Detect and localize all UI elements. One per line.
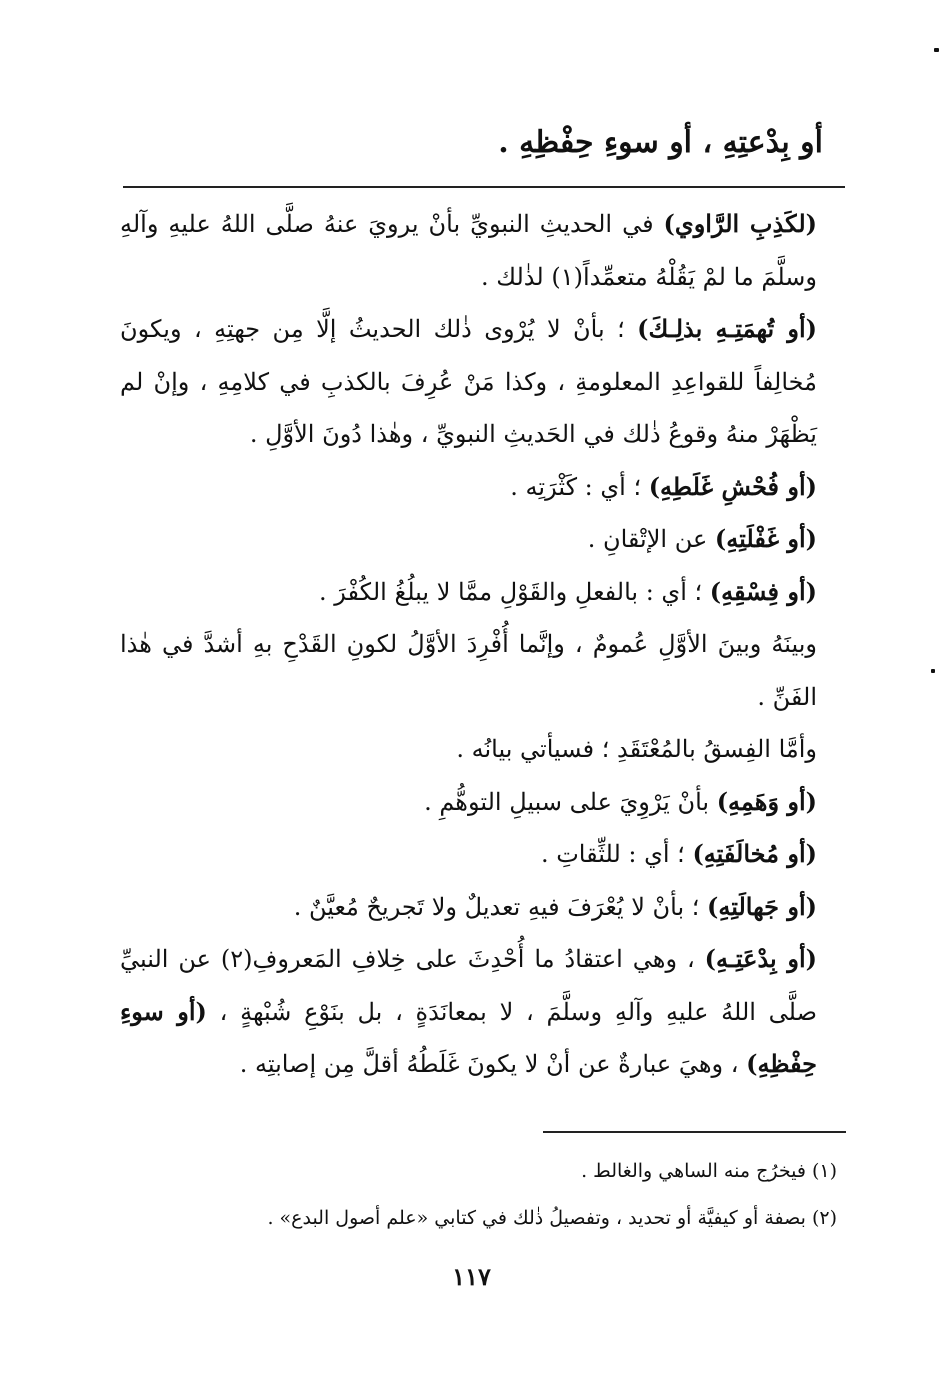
matn-term: (أو فِسْقِهِ): [709, 576, 817, 606]
matn-term: (أو سوءِ حِفْظِهِ): [120, 996, 817, 1078]
footnotes: [120, 1148, 837, 1242]
commentary-text: ؛ أي : للثِّقاتِ .: [540, 840, 693, 868]
header-rule: [123, 186, 845, 188]
paragraph: [120, 513, 847, 566]
paragraph: [120, 776, 847, 829]
scan-speck: [934, 48, 939, 52]
paragraph: [120, 933, 847, 1091]
matn-term: (أو بِدْعَتِـهِ): [704, 944, 818, 973]
paragraph: [120, 723, 847, 776]
footnote: (١) فيخرُج منه الساهي والغالط .: [581, 1160, 837, 1182]
paragraph: [120, 828, 847, 881]
paragraph: [120, 198, 847, 303]
matn-term: (أو فُحْشِ غَلَطِهِ): [648, 471, 817, 501]
matn-term: (أو تُهمَتِـهِ بذلِـكَ): [637, 314, 817, 343]
commentary-text: وأمَّا الفِسقُ بالمُعْتَقَدِ ؛ فسيأتي بيانُه .: [456, 735, 817, 763]
matn-term: (لكَذِبِ الرَّاوي): [663, 209, 817, 238]
running-heading: أو بِدْعتِهِ ، أو سوءِ حِفْظِهِ .: [498, 125, 823, 160]
commentary-text: ؛ أي : كَثْرَتِه .: [510, 472, 649, 501]
commentary-text: بأنْ يَرْوِيَ على سبيلِ التوهُّمِ .: [424, 787, 717, 816]
commentary-text: ؛ بأنْ لا يُرْوى ذٰلك الحديثُ إلَّا مِن جهتِهِ ، ويكونَ مُخالِفاً للقواعِدِ المعلومةِ ، وكذا مَنْ عُرِفَ بالكذبِ في كلامِهِ ، وإنْ لم يَظْهَرْ منهُ وقوعُ ذٰلك في الحَديثِ النبويِّ ، وهٰذا دُونَ الأوَّلِ .: [120, 315, 817, 448]
commentary-text: في الحديثِ النبويِّ بأنْ يرويَ عنهُ صلَّى اللهُ عليهِ وآلهِ وسلَّمَ ما لمْ يَقُلْهُ متعمِّداً(١) لذٰلك .: [120, 210, 817, 291]
commentary-text: ؛ بأنْ لا يُعْرَفَ فيهِ تعديلٌ ولا تَجريحٌ مُعيَّنٌ .: [293, 892, 708, 921]
matn-term: (أو جَهالَتِهِ): [707, 891, 817, 921]
matn-term: (أو غَفْلَتِهِ): [714, 524, 817, 553]
paragraph: [120, 461, 847, 514]
paragraph: [120, 881, 847, 934]
commentary-text: عن الإتْقانِ .: [587, 525, 715, 553]
matn-term: (أو وَهَمِهِ): [716, 786, 817, 816]
commentary-text: ، وهي اعتقادُ ما أُحْدِثَ على خِلافِ المَعروفِ(٢) عن النبيِّ صلَّى اللهُ عليهِ وآلهِ وسلَّمَ ، لا بمعانَدَةٍ ، بل بنَوْعِ شُبْهةٍ ،: [120, 945, 817, 1026]
commentary-text: ؛ أي : بالفعلِ والقَوْلِ ممَّا لا يبلُغُ الكُفْرَ .: [318, 577, 710, 606]
paragraph: [120, 566, 847, 619]
paragraph: [120, 618, 847, 723]
footnote-rule: [543, 1131, 846, 1133]
commentary-text: وبينَهُ وبينَ الأوَّلِ عُمومٌ ، وإنَّما أُفْرِدَ الأوَّلُ لكونِ القَدْحِ بهِ أشدَّ في هٰذا الفَنِّ .: [120, 630, 818, 711]
paragraph: [120, 303, 847, 461]
main-text: [120, 198, 847, 1091]
matn-term: (أو مُخالَفَتِهِ): [692, 839, 817, 868]
commentary-text: ، وهيَ عبارةٌ عن أنْ لا يكونَ غَلَطُهُ أقلَّ مِن إصابتِه .: [239, 1050, 747, 1078]
page-number: ١١٧: [452, 1262, 491, 1291]
scan-speck: [931, 669, 935, 673]
footnote: (٢) بصفة أو كيفيَّة أو تحديد ، وتفصيلُ ذٰلك في كتابي «علم أصول البدع» .: [267, 1207, 837, 1229]
